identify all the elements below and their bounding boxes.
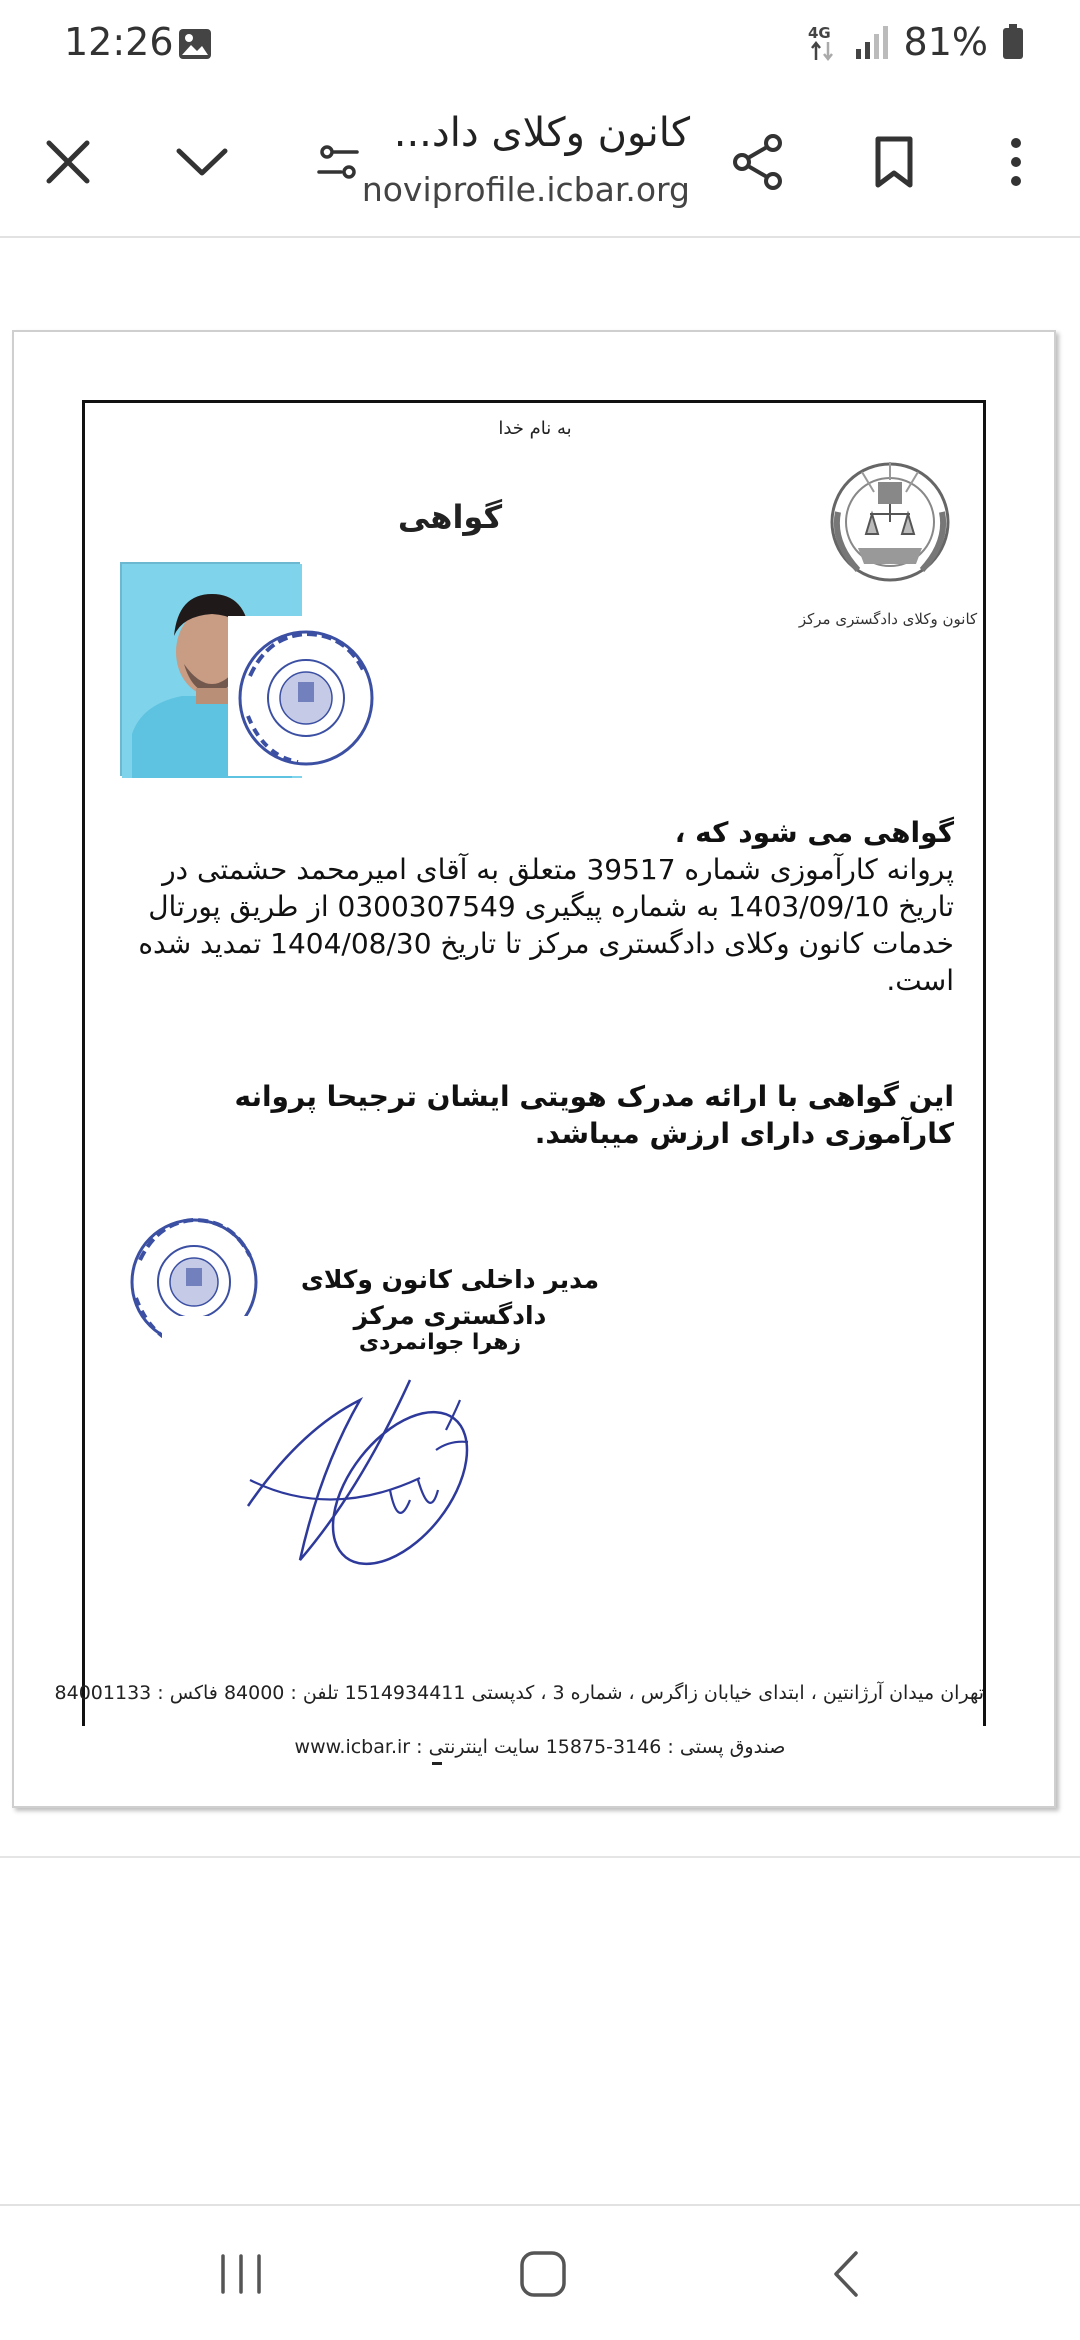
expand-button[interactable] xyxy=(162,122,242,202)
battery-percent: 81% xyxy=(903,20,988,64)
bar-association-emblem xyxy=(798,452,978,642)
certificate-lead: گواهی می شود که ، xyxy=(674,816,954,849)
signer-name: زهرا جوانمردی xyxy=(358,1330,522,1355)
basmala: به نام خدا xyxy=(498,418,572,439)
status-indicators xyxy=(806,20,1024,64)
signal-icon xyxy=(854,25,890,59)
validity-statement: این گواهی با ارائه مدرک هویتی ایشان ترجیحا پروانه کارآموزی دارای ارزش میباشد. xyxy=(234,1080,954,1150)
tune-icon xyxy=(315,142,361,182)
svg-text:4G: 4G xyxy=(807,24,831,42)
footer-contact: صندوق پستی : 3146-15875 سایت اینترنتی : www.icbar.ir xyxy=(294,1736,786,1758)
status-bar xyxy=(0,0,1080,92)
footer-address: تهران میدان آرژانتین ، ابتدای خیابان زاگرس ، شماره 3 ، کدپستی 1514934411 تلفن : 84000 فاکس : 84001133 xyxy=(54,1682,984,1704)
back-icon xyxy=(828,2249,862,2299)
nav-divider xyxy=(0,2204,1080,2206)
recents-icon xyxy=(217,2252,265,2296)
page-url[interactable]: noviprofile.icbar.org xyxy=(361,170,690,209)
handwritten-signature xyxy=(240,1370,520,1570)
home-icon xyxy=(518,2249,568,2299)
close-button[interactable] xyxy=(28,122,108,202)
stamp-seal-top xyxy=(228,616,378,776)
content-divider xyxy=(0,1856,1080,1858)
more-vert-icon xyxy=(1008,137,1024,187)
more-options-button[interactable] xyxy=(976,122,1056,202)
image-notification-icon xyxy=(178,28,212,60)
home-button[interactable] xyxy=(498,2234,588,2314)
browser-toolbar xyxy=(0,92,1080,238)
bookmark-button[interactable] xyxy=(854,122,934,202)
chevron-down-icon xyxy=(175,145,229,179)
back-button[interactable] xyxy=(800,2234,890,2314)
battery-icon xyxy=(1002,24,1024,60)
certificate-title: گواهی xyxy=(397,498,503,536)
recents-button[interactable] xyxy=(196,2234,286,2314)
page-title[interactable]: کانون وکلای داد... xyxy=(393,110,690,156)
share-button[interactable] xyxy=(718,122,798,202)
share-icon xyxy=(731,133,785,191)
certificate-body xyxy=(122,814,954,999)
certificate-statement: پروانه کارآموزی شماره 39517 متعلق به آقای امیرمحمد حشمتی در تاریخ 1403/09/10 به شماره پیگیری 0300307549 از طریق پورتال خدمات کانون وکلای دادگستری مرکز تا تاریخ 1404/08/30 تمدید شده است. xyxy=(138,853,954,997)
network-4g-icon xyxy=(806,22,840,62)
svg-text:کانون وکلای دادگستری مرکز: کانون وکلای دادگستری مرکز xyxy=(798,610,978,628)
stamp-seal-bottom xyxy=(122,1206,272,1386)
bookmark-icon xyxy=(874,135,914,189)
status-time: 12:26 xyxy=(64,20,174,64)
footer-dash xyxy=(432,1762,442,1765)
signer-title: مدیر داخلی کانون وکلای دادگستری مرکز xyxy=(300,1265,600,1330)
close-icon xyxy=(45,139,91,185)
